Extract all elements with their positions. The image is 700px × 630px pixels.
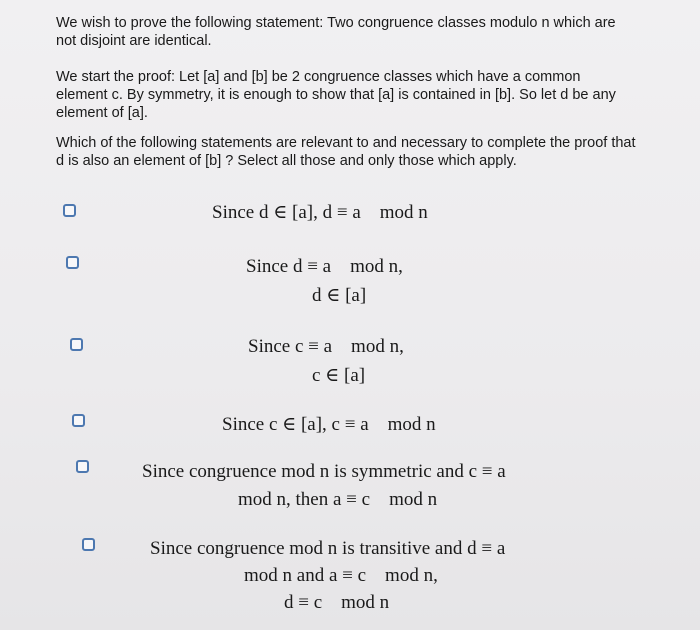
proof-start: We start the proof: Let [a] and [b] be 2 congruence classes which have a common element c. By symmetry, it is enough to show that [a] is contained in [b]. So let d be any element of [a]. (56, 69, 616, 121)
option-6-line-1: Since congruence mod n is transitive and d ≡ a (150, 538, 506, 559)
option-5-line-2: mod n, then a ≡ c mod n (238, 489, 438, 510)
option-1-line-1: Since d ∈ [a], d ≡ a mod n (212, 202, 428, 223)
option-4-checkbox[interactable] (72, 414, 85, 427)
option-5-checkbox[interactable] (76, 460, 89, 473)
option-6-checkbox[interactable] (82, 538, 95, 551)
question-intro: We wish to prove the following statement: Two congruence classes modulo n which are not disjoint are identical. (56, 15, 616, 49)
option-2-line-1: Since d ≡ a mod n, (246, 256, 403, 277)
option-2-checkbox[interactable] (66, 256, 79, 269)
option-3-line-2: c ∈ [a] (312, 365, 366, 386)
option-6-line-3: d ≡ c mod n (284, 592, 390, 613)
option-3-checkbox[interactable] (70, 338, 83, 351)
option-3-line-1: Since c ≡ a mod n, (248, 336, 404, 357)
option-4-line-1: Since c ∈ [a], c ≡ a mod n (222, 414, 436, 435)
option-6-line-2: mod n and a ≡ c mod n, (244, 565, 438, 586)
option-1-checkbox[interactable] (63, 204, 76, 217)
option-5-line-1: Since congruence mod n is symmetric and c ≡ a (142, 461, 506, 482)
question-prompt: Which of the following statements are relevant to and necessary to complete the proof that d is also an element of [b] ? Select all those and only those which apply. (56, 135, 636, 169)
option-2-line-2: d ∈ [a] (312, 285, 367, 306)
